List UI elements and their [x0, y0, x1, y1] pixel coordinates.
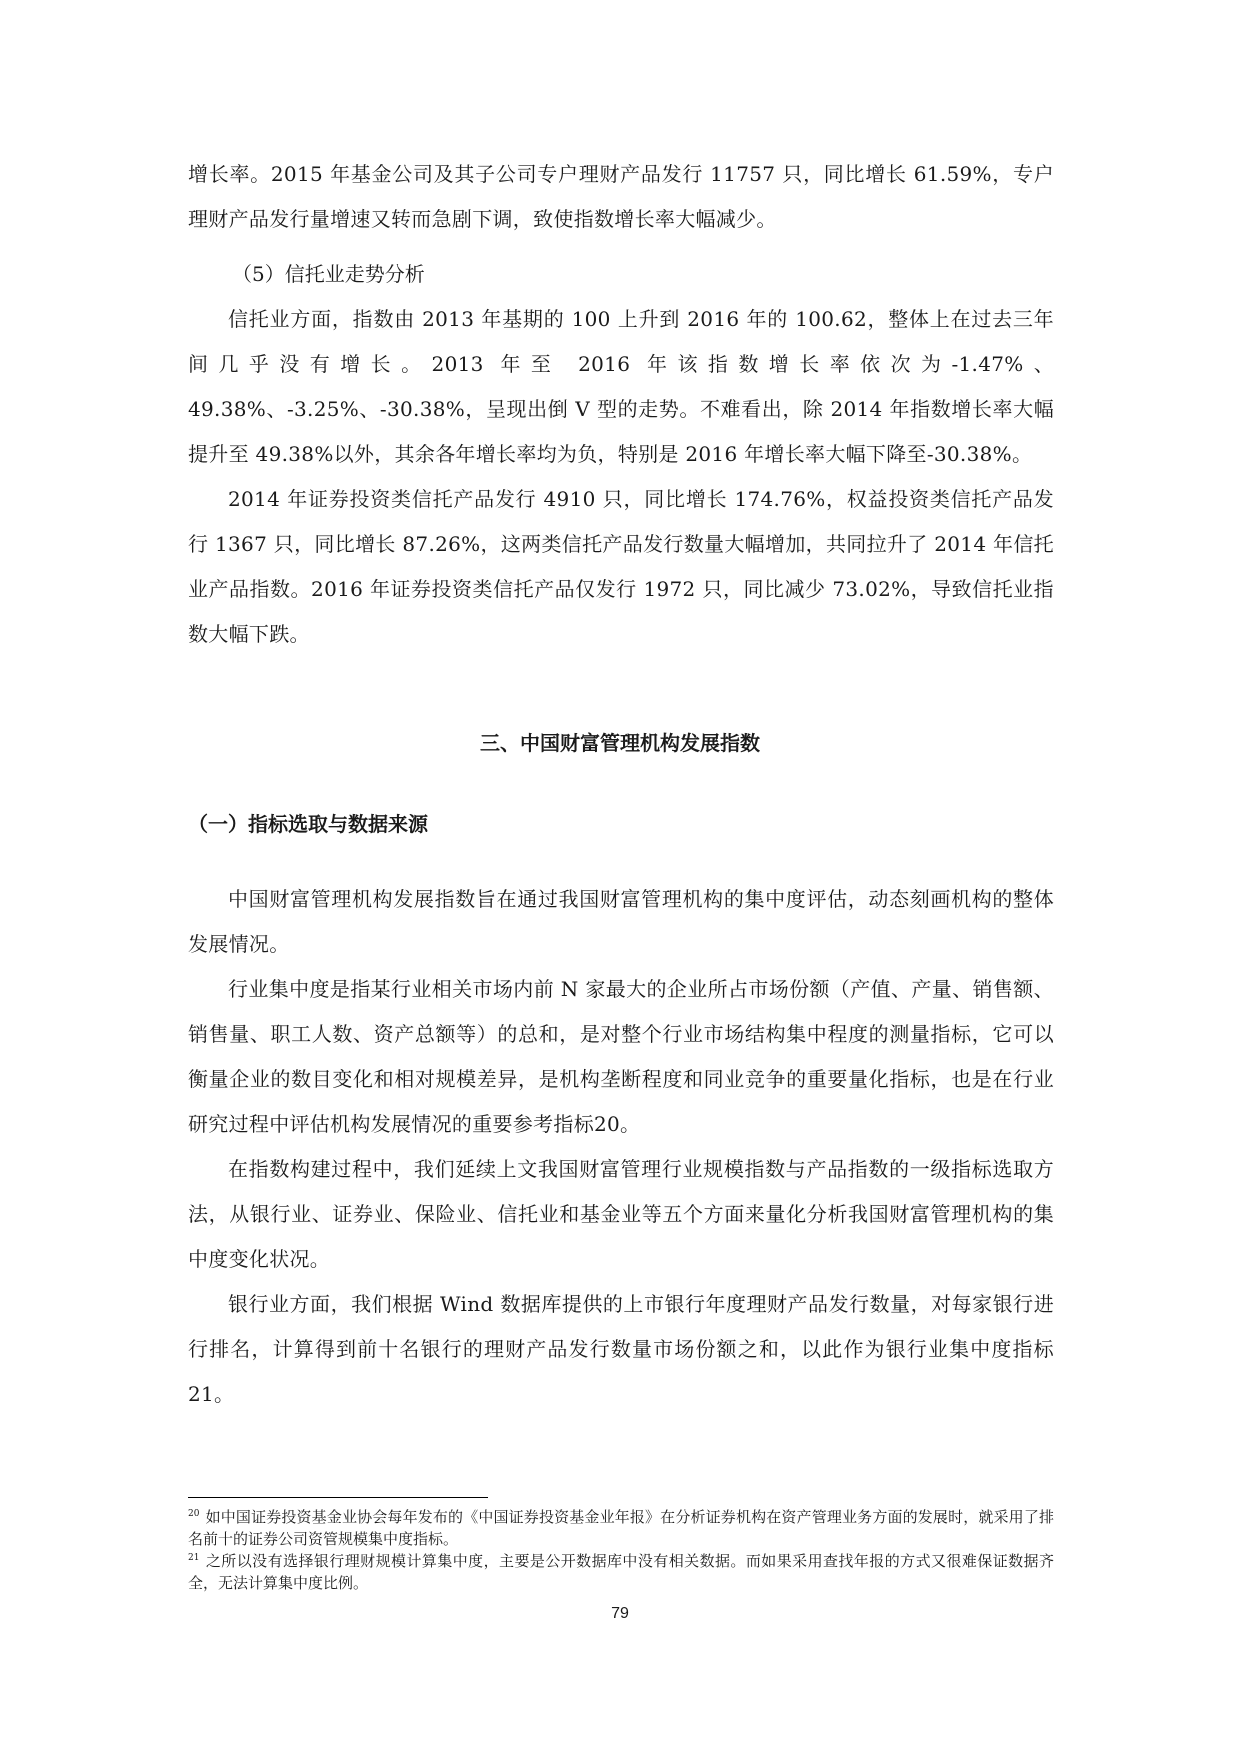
trust-paragraphs — [188, 297, 1054, 657]
footnote-item — [188, 1550, 1054, 1594]
paragraph-index-purpose: 中国财富管理机构发展指数旨在通过我国财富管理机构的集中度评估，动态刻画机构的整体发展情况。 — [188, 887, 1054, 956]
paragraph-trust-products: 2014 年证券投资类信托产品发行 4910 只，同比增长 174.76%，权益投资类信托产品发行 1367 只，同比增长 87.26%，这两类信托产品发行数量大幅增加，共同拉升了 2014 年信托业产品指数。2016 年证券投资类信托产品仅发行 1972 只，同比减少 73.02%，导致信托业指数大幅下跌。 — [188, 487, 1054, 646]
footnote-mark: 21 — [188, 1553, 200, 1563]
subsection-title: （一）指标选取与数据来源 — [188, 812, 428, 836]
trust-analysis-block — [188, 152, 1054, 242]
section-title: 三、中国财富管理机构发展指数 — [480, 731, 760, 755]
footnote-text: 之所以没有选择银行理财规模计算集中度，主要是公开数据库中没有相关数据。而如果采用查找年报的方式又很难保证数据齐全，无法计算集中度比例。 — [188, 1552, 1054, 1592]
page-number: 79 — [611, 1605, 629, 1622]
paragraph-fund-growth: 增长率。2015 年基金公司及其子公司专户理财产品发行 11757 只，同比增长 61.59%，专户理财产品发行量增速又转而急剧下调，致使指数增长率大幅减少。 — [188, 162, 1054, 231]
paragraph-concentration-definition: 行业集中度是指某行业相关市场内前 N 家最大的企业所占市场份额（产值、产量、销售额、销售量、职工人数、资产总额等）的总和，是对整个行业市场结构集中程度的测量指标，它可以衡量企业的数目变化和相对规模差异，是机构垄断程度和同业竞争的重要量化指标，也是在行业研究过程中评估机构发展情况的重要参考指标20。 — [188, 977, 1054, 1136]
footnote-text: 如中国证券投资基金业协会每年发布的《中国证券投资基金业年报》在分析证券机构在资产管理业务方面的发展时，就采用了排名前十的证券公司资管规模集中度指标。 — [188, 1508, 1054, 1548]
paragraph-banking-method: 银行业方面，我们根据 Wind 数据库提供的上市银行年度理财产品发行数量，对每家银行进行排名，计算得到前十名银行的理财产品发行数量市场份额之和，以此作为银行业集中度指标21。 — [188, 1292, 1054, 1406]
footnote-divider — [188, 1497, 488, 1498]
footnote-mark: 20 — [188, 1509, 200, 1519]
footnote-item — [188, 1506, 1054, 1550]
paragraph-index-construction: 在指数构建过程中，我们延续上文我国财富管理行业规模指数与产品指数的一级指标选取方法，从银行业、证券业、保险业、信托业和基金业等五个方面来量化分析我国财富管理机构的集中度变化状况。 — [188, 1157, 1054, 1271]
paragraph-trust-index: 信托业方面，指数由 2013 年基期的 100 上升到 2016 年的 100.62，整体上在过去三年间几乎没有增长。2013 年至 2016 年该指数增长率依次为-1.47%、49.38%、-3.25%、-30.38%，呈现出倒 V 型的走势。不难看出，除 2014 年指数增长率大幅提升至 49.38%以外，其余各年增长率均为负，特别是 2016 年增长率大幅下降至-30.38%。 — [188, 307, 1054, 466]
footnotes — [188, 1506, 1054, 1594]
methodology-block — [188, 877, 1054, 1417]
subheading-trust-trend: （5）信托业走势分析 — [232, 262, 425, 286]
